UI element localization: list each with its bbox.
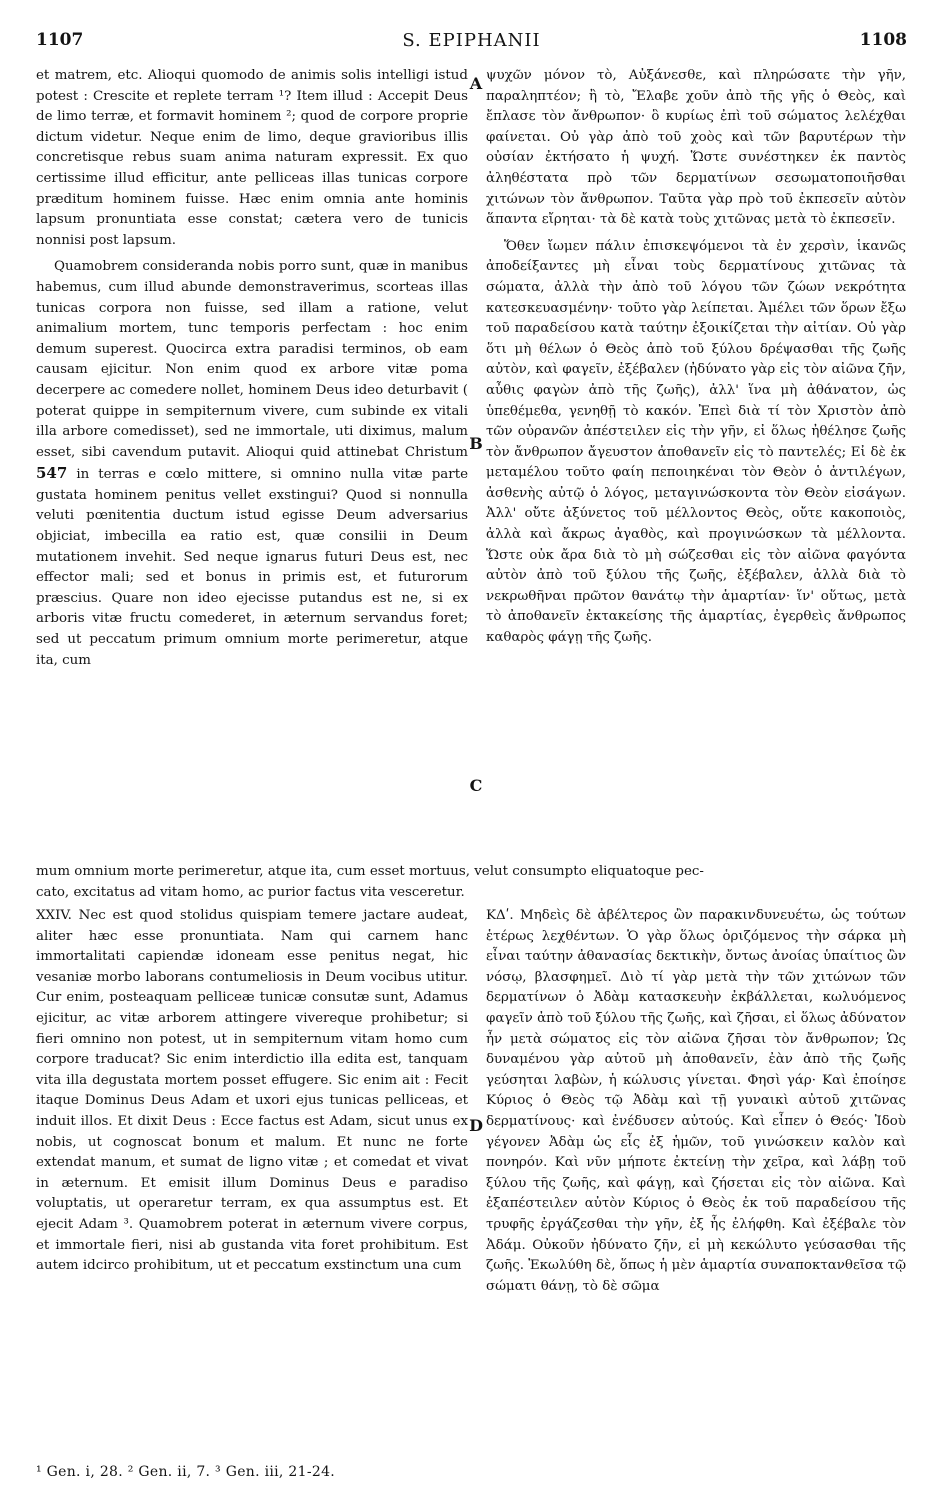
latin-paragraph-2b: in terras e cœlo mittere, si omnino nulla vitæ parte gustata hominem penitus vellet exstingui? Quod si nonnulla veluti pœnitentia ductum istud egisse Deum adversarius objiciat, imbecilla ea ratio est, quæ consilii in Deum mutationem invehit. Sed neque ignarus futuri Deus est, nec effector mali; sed et bonus in primis est, et futurorum præscius. Quare non ideo ejecisse putandus est ne, si ex arboris vitæ fructu comederet, in æternum servandus foret; sed ut peccatum primum omnium morte perimeretur, atque ita, cum: [36, 467, 468, 668]
margin-letter-d: D: [469, 1116, 483, 1135]
latin-paragraph-2a: Quamobrem consideranda nobis porro sunt, quæ in manibus habemus, cum illud abunde demonstraverimus, scorteas illas tunicas corpora non fuisse, sed illam a ratione, velut animalium mortem, tunc temporis perfectam : hoc enim demum superest. Quocirca extra paradisi terminos, ob eam causam ejicitur. Non enim quod ex arbore vitæ poma decerpere ac comedere nollet, hominem Deus ideo deturbavit ( poterat quippe in sempiternum vivere, cum subinde ex vitali illa arbore comedisset), sed ne immortale, uti diximus, malum esset, sibi cavendum putavit. Alioqui quid attinebat Christum: [36, 259, 468, 460]
running-title: S. EPIPHANII: [402, 30, 541, 51]
latin-column-lower: [36, 906, 468, 1283]
footnotes: ¹ Gen. i, 28. ² Gen. ii, 7. ³ Gen. iii, 21-24.: [36, 1464, 336, 1480]
latin-bridge: [36, 862, 906, 903]
folio-number: 547: [36, 464, 68, 483]
right-page-number: 1108: [859, 30, 907, 50]
greek-paragraph-3: ΚΔʹ. Μηδεὶς δὲ ἀβέλτερος ὢν παρακινδυνευέτω, ὡς τούτων ἑτέρως λεχθέντων. Ὁ γὰρ ὅλως ὁριζόμενος τὴν σάρκα μὴ εἶναι ταύτην ἀθανασίας δεκτικὴν, ὄντως ἀνοίας ὑπαίτιος ὢν νόσῳ, βλασφημεῖ. Διὸ τί γὰρ μετὰ τὴν τῶν χιτώνων τῶν δερματίνων ὁ Ἀδὰμ κατασκευὴν ἐκβάλλεται, κωλυόμενος φαγεῖν ἀπὸ τοῦ ξύλου τῆς ζωῆς, καὶ ζῆσαι, εἰ ὅλως ἀδύνατον ἦν μετὰ σώματος εἰς τὸν αἰῶνα ζῆσαι τὸν ἄνθρωπον; Ὡς δυναμένου γὰρ αὐτοῦ μὴ ἀποθανεῖν, ἐὰν ἀπὸ τῆς ζωῆς γεύσηται λαβὼν, ἡ κώλυσις γίνεται. Φησὶ γάρ· Καὶ ἐποίησε Κύριος ὁ Θεὸς τῷ Ἀδὰμ καὶ τῇ γυναικὶ αὐτοῦ χιτῶνας δερματίνους· καὶ ἐνέδυσεν αὐτούς. Καὶ εἶπεν ὁ Θεός· Ἰδοὺ γέγονεν Ἀδὰμ ὡς εἷς ἐξ ἡμῶν, τοῦ γινώσκειν καλὸν καὶ πονηρόν. Καὶ νῦν μήποτε ἐκτείνῃ τὴν χεῖρα, καὶ λάβῃ τοῦ ξύλου τῆς ζωῆς, καὶ φάγῃ, καὶ ζήσεται εἰς τὸν αἰῶνα. Καὶ ἐξαπέστειλεν αὐτὸν Κύριος ὁ Θεὸς ἐκ τοῦ παραδείσου τῆς τρυφῆς ἐργάζεσθαι τὴν γῆν, ἐξ ἧς ἐλήφθη. Καὶ ἐξέβαλε τὸν Ἀδάμ. Οὐκοῦν ἠδύνατο ζῆν, εἰ μὴ κεκώλυτο γεύσασθαι τῆς ζωῆς. Ἐκωλύθη δὲ, ὅπως ἡ μὲν ἁμαρτία συναποκτανθεῖσα τῷ σώματι θάνῃ, τὸ δὲ σῶμα: [486, 908, 906, 1294]
margin-letter-a: A: [469, 74, 483, 93]
latin-paragraph-2: [36, 257, 468, 671]
latin-bridge-line-2: cato, excitatus ad vitam homo, ac purior factus vita vesceretur.: [36, 884, 465, 900]
greek-column: [486, 66, 906, 655]
margin-letter-c: C: [469, 776, 483, 795]
latin-paragraph-1: et matrem, etc. Alioqui quomodo de animis solis intelligi istud potest : Crescite et replete terram ¹? Item illud : Accepit Deus de limo terræ, et formavit hominem ²; quod de corpore proprie dictum videtur. Neque enim de limo, deque gravioribus illis concretisque rebus suam anima naturam expressit. Ex quo certissime illud efficitur, ante pelliceas illas tunicas corpore præditum hominem fuisse. Hæc enim omnia ante hominis lapsum pronuntiata esse constat; cætera vero de tunicis nonnisi post lapsum.: [36, 68, 468, 248]
page-header: [36, 30, 907, 58]
greek-paragraph-2: Ὅθεν ἴωμεν πάλιν ἐπισκεψόμενοι τὰ ἐν χερσὶν, ἱκανῶς ἀποδείξαντες μὴ εἶναι τοὺς δερματίνους χιτῶνας τὰ σώματα, ἀλλὰ τὴν ἀπὸ τοῦ λόγου τῶν ζώων νεκρότητα κατεσκευασμένην· τοῦτο γὰρ λείπεται. Ἀμέλει τῶν ὅρων ἔξω τοῦ παραδείσου κατὰ ταύτην ἐξοικίζεται τὴν αἰτίαν. Οὐ γὰρ ὅτι μὴ θέλων ὁ Θεὸς ἀπὸ τοῦ ξύλου δρέψασθαι τῆς ζωῆς αὐτὸν, καὶ φαγεῖν, ἐξέβαλεν (ἠδύνατο γὰρ εἰς τὸν αἰῶνα ζῆν, αὖθις φαγὼν ἀπὸ τῆς ζωῆς), ἀλλ' ἵνα μὴ ἀθάνατον, ὡς ὑπεθέμεθα, γενηθῇ τὸ κακόν. Ἐπεὶ διὰ τί τὸν Χριστὸν ἀπὸ τῶν οὐρανῶν ἀπέστειλεν εἰς τὴν γῆν, εἰ ὅλως ἠθέλησε ζωῆς τὸν ἄνθρωπον ἄγευστον ἀποθανεῖν εἰς τὸ παντελές; Εἰ δὲ ἐκ μεταμέλου τοῦτο φαίη πεποιηκέναι τὸν Θεὸν ὁ ἀντιλέγων, ἀσθενὴς αὐτῷ ὁ λόγος, μεταγινώσκοντα τὸν Θεὸν εἰσάγων. Ἀλλ' οὔτε ἀξύνετος τοῦ μέλλοντος Θεὸς, οὔτε κακοποιὸς, ἀλλὰ καὶ ἄκρως ἀγαθὸς, καὶ προγινώσκων τὰ μέλλοντα. Ὥστε οὐκ ἄρα διὰ τὸ μὴ σώζεσθαι εἰς τὸν αἰῶνα φαγόντα αὐτὸν ἀπὸ τοῦ ξύλου τῆς ζωῆς, ἐξέβαλεν, ἀλλὰ διὰ τὸ νεκρωθῆναι πρῶτον θανάτῳ τὴν ἁμαρτίαν· ἵν' οὕτως, μετὰ τὸ ἀποθανεῖν ἐκτακείσης τῆς ἁμαρτίας, ἐγερθεὶς ἄνθρωπος καθαρὸς φάγῃ τῆς ζωῆς.: [486, 238, 906, 646]
left-page-number: 1107: [36, 30, 84, 50]
greek-paragraph-1: ψυχῶν μόνον τὸ, Αὐξάνεσθε, καὶ πληρώσατε τὴν γῆν, παραληπτέον; ἢ τὸ, Ἔλαβε χοῦν ἀπὸ τῆς γῆς ὁ Θεὸς, καὶ ἔπλασε τὸν ἄνθρωπον· ὃ κυρίως ἐπὶ τοῦ σώματος λελέχθαι φαίνεται. Οὐ γὰρ ἀπὸ τοῦ χοὸς καὶ τῶν βαρυτέρων τὴν οὐσίαν ἐκτήσατο ἡ ψυχή. Ὥστε συνέστηκεν ἐκ παντὸς ἀληθέστατα πρὸ τῶν δερματίνων σεσωματοποιῆσθαι χιτώνων τὸν ἄνθρωπον. Ταῦτα γὰρ πρὸ τοῦ ἐκπεσεῖν αὐτὸν ἅπαντα εἴρηται· τὰ δὲ κατὰ τοὺς χιτῶνας μετὰ τὸ ἐκπεσεῖν.: [486, 68, 906, 228]
greek-column-lower: [486, 906, 906, 1303]
latin-bridge-line-1: mum omnium morte perimeretur, atque ita, cum esset mortuus, velut consumpto eliquatoque pec-: [36, 864, 704, 879]
latin-column: [36, 66, 468, 677]
margin-letter-b: B: [469, 434, 483, 453]
latin-paragraph-3: XXIV. Nec est quod stolidus quispiam temere jactare audeat, aliter hæc esse pronuntiata. Nam qui carnem hanc immortalitati capiendæ idoneam esse penitus negat, hic vesaniæ morbo laborans contumeliosis in Deum vocibus utitur. Cur enim, posteaquam pelliceæ tunicæ consutæ sunt, Adamus ejicitur, ac vitæ arborem attingere vivereque prohibetur; si fieri omnino non potest, ut in sempiternum vitam homo cum corpore traducat? Sic enim interdictio illa edita est, tanquam vita illa degustata mortem posset effugere. Sic enim ait : Fecit itaque Dominus Deus Adam et uxori ejus tunicas pelliceas, et induit illos. Et dixit Deus : Ecce factus est Adam, sicut unus ex nobis, ut cognoscat bonum et malum. Et nunc ne forte extendat manum, et sumat de ligno vitæ ; et comedat et vivat in æternum. Et emisit illum Dominus Deus e paradiso voluptatis, ut operaretur terram, ex qua assumptus est. Et ejecit Adam ³. Quamobrem poterat in æternum vivere corpus, et immortale fieri, nisi ab gustanda vita foret prohibitum. Est autem idcirco prohibitum, ut et peccatum exstinctum una cum: [36, 908, 468, 1274]
